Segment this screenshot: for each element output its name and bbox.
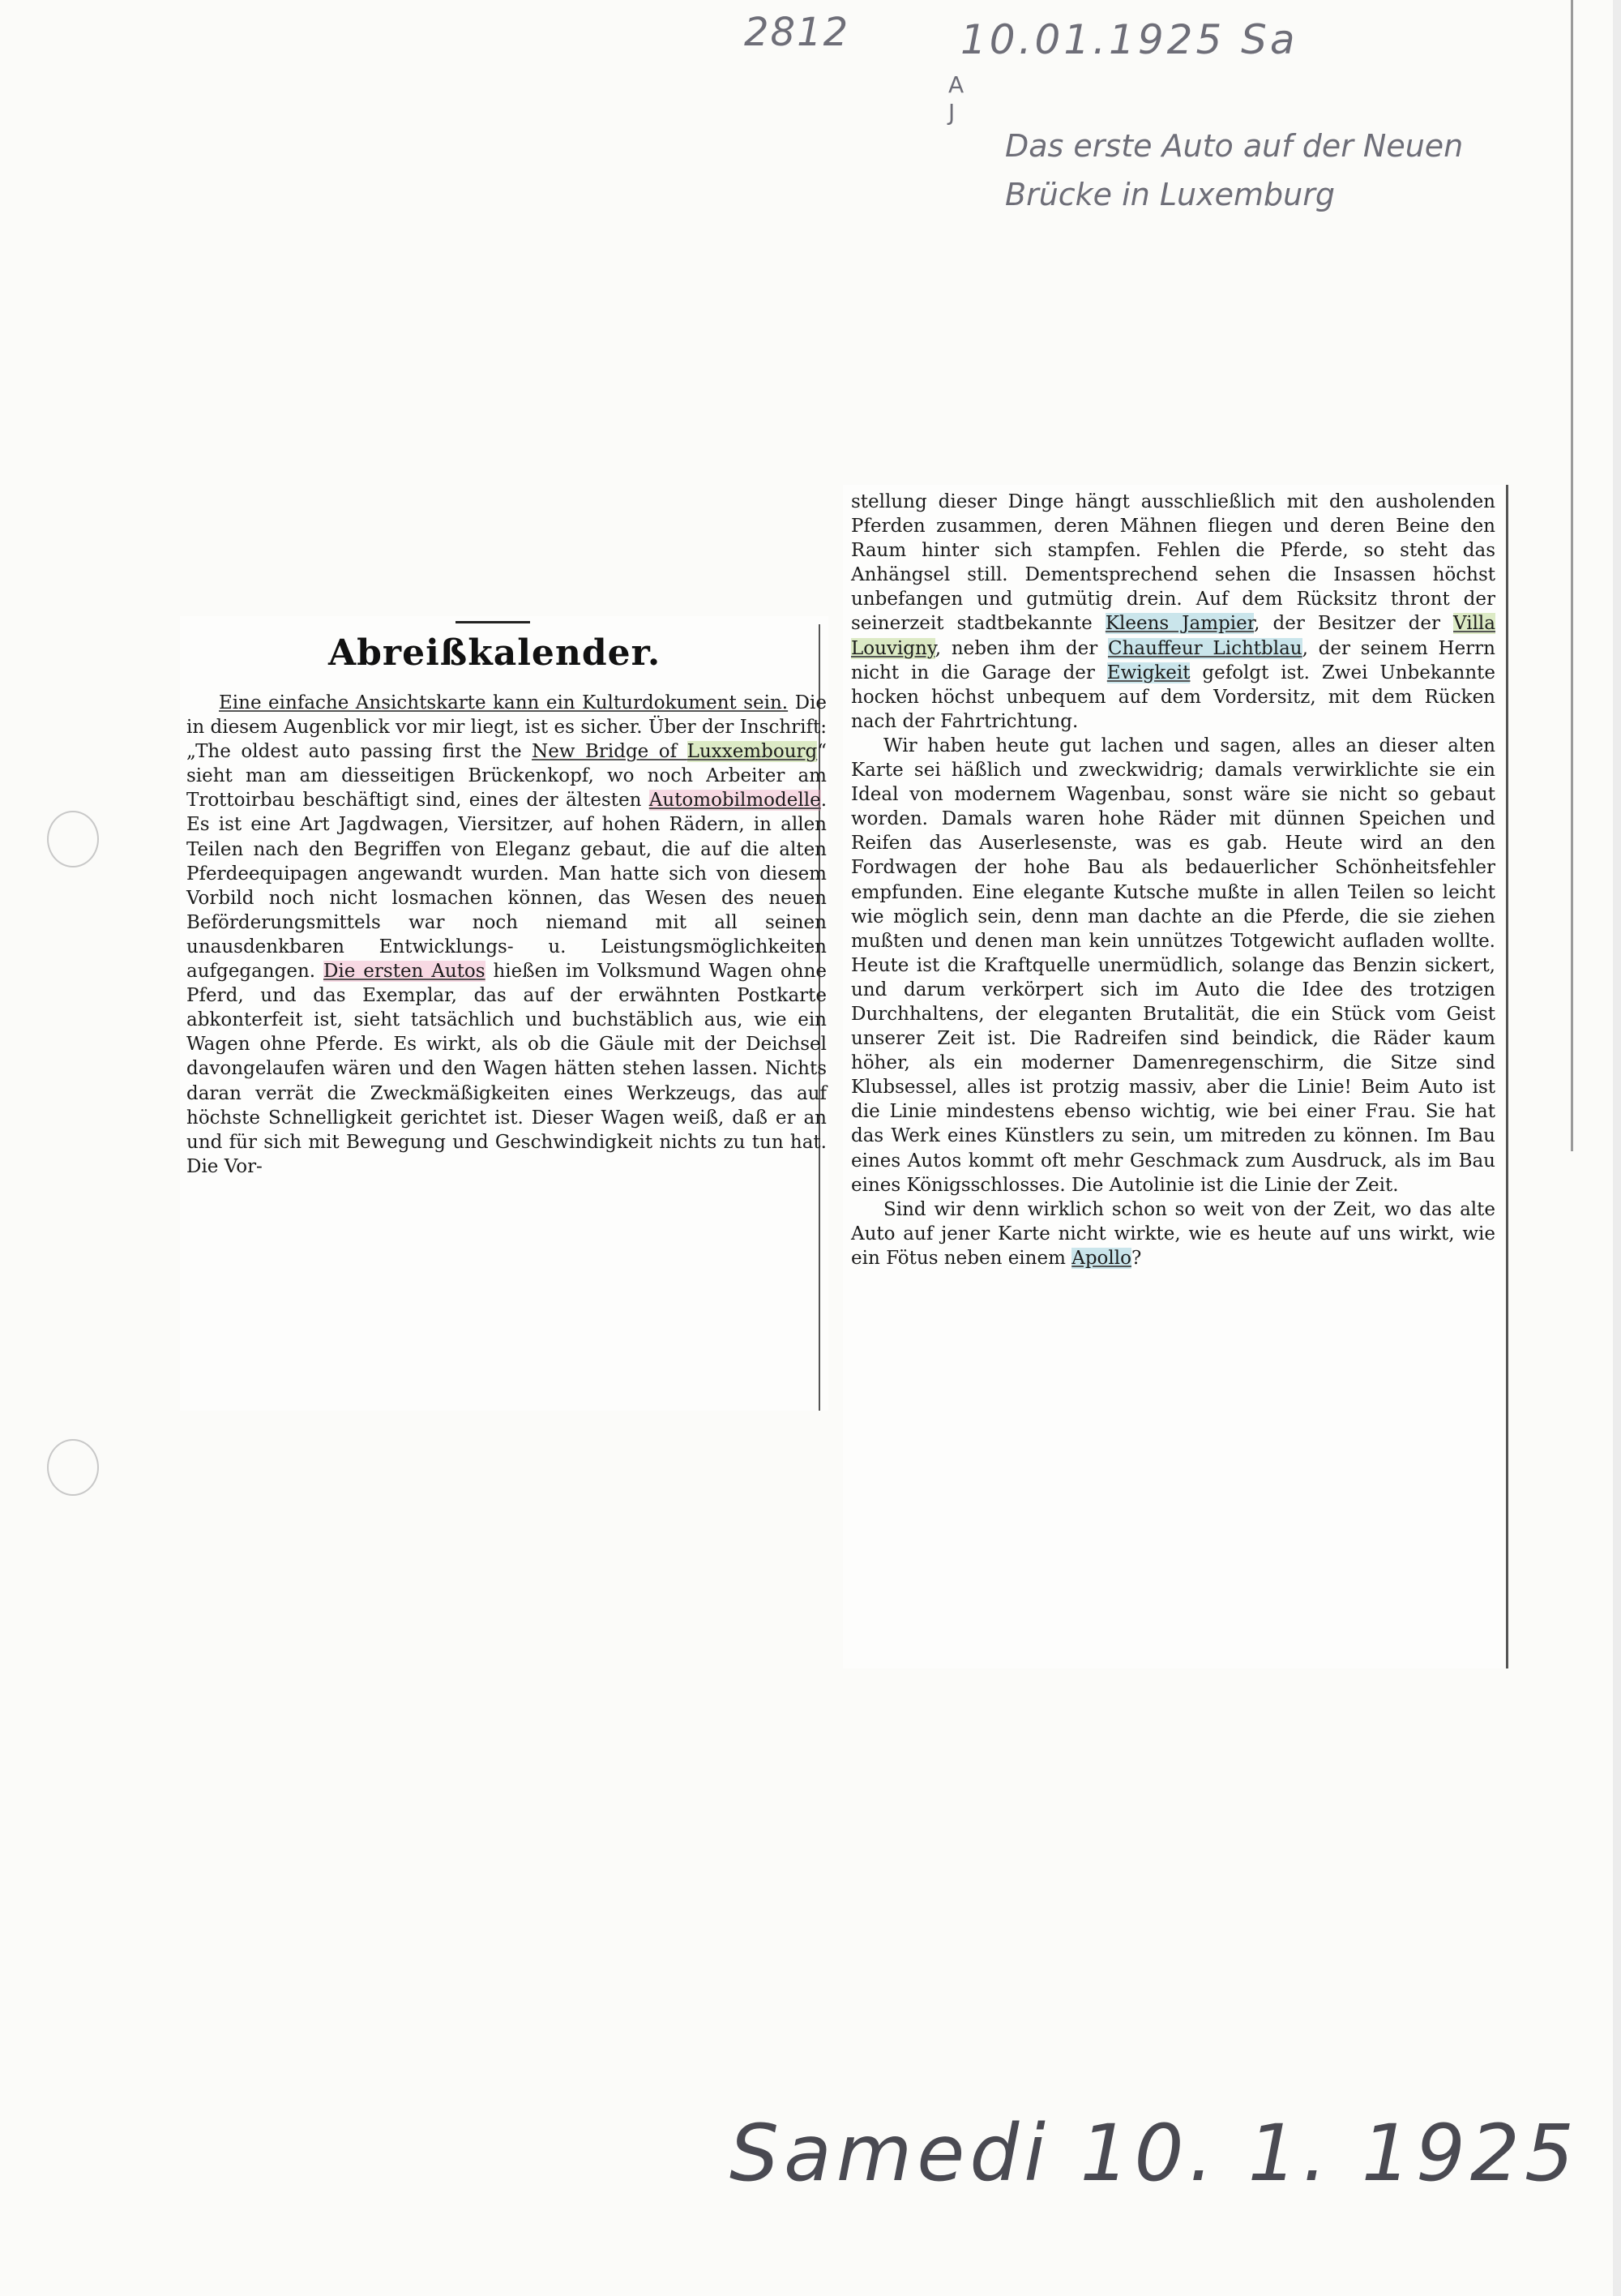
paragraph (851, 1197, 1495, 1270)
text-run: , neben ihm der (935, 637, 1108, 659)
highlight-ewigkeit: Ewigkeit (1106, 662, 1191, 683)
text-underlined: New Bridge of (532, 741, 687, 763)
bottom-date-annotation: Samedi 10. 1. 1925 (729, 2108, 1580, 2199)
headline-rule (456, 621, 530, 623)
archive-number: 2812 (744, 10, 850, 55)
text-run: Sind wir denn wirklich schon so weit von der Zeit, wo das alte Auto auf jener Karte nicht wirkte, wie es heute auf uns wirkt, wie ein Fötus neben einem (851, 1198, 1495, 1269)
text-run: . Es ist eine Art Jagdwagen, Viersitzer, auf hohen Rädern, in allen Teilen nach den Begriffen von Eleganz gebaut, die auf die alten Pferdeequipagen angewandt wurden. Man hatte sich von diesem Vorbild noch nicht losmachen können, das Wesen des neuen Beförderungsmittels war noch niemand mit all seinen unausdenkbaren Entwicklungs- u. Leistungsmöglichkeiten aufgegangen. (186, 790, 827, 983)
description-line-2: Brücke in Luxemburg (1005, 177, 1335, 212)
highlight-automobilmodelle: Automobilmodelle (648, 790, 821, 812)
text-run: ? (1131, 1247, 1142, 1269)
highlight-chauffeur: Chauffeur Lichtblau (1107, 637, 1302, 659)
highlight-villa-louvigny: Villa Louvigny (851, 613, 1496, 659)
article-column-left (186, 691, 827, 1179)
highlight-apollo: Apollo (1071, 1247, 1131, 1269)
article-headline: Abreißkalender. (328, 632, 661, 674)
text-run: , der Besitzer der (1254, 613, 1454, 635)
paragraph: Wir haben heute gut lachen und sagen, alles an dieser alten Karte sei häßlich und zweckwidrig; damals verwirklichte sie ein Ideal von modernem Wagenbau, sonst wäre sie nicht so gebaut worden. Damals waren hohe Räder mit dünnen Speichen und Reifen das Auserlesenste, was es gab. Heute wird an den Fordwagen der hohe Bau als bedauerlicher Schönheitsfehler empfunden. Eine elegante Kutsche mußte in allen Teilen so leicht wie möglich sein, denn man dachte an die Pferde, die sie ziehen mußten und denen man kein unnützes Totgewicht aufladen wollte. Heute ist die Kraftquelle unermüdlich, solange das Benzin sickert, und darum verkörpert sich im Auto die Idee des trotzigen Durchhaltens, der eleganten Brutalität, die ein Stück vom Geist unserer Zeit ist. Die Radreifen sind beindick, die Räder kaum höher, als ein moderner Damenregenschirm, die Sitze sind Klubsessel, alles ist protzig massiv, aber die Linie! Beim Auto ist die Linie mindestens ebenso wichtig, wie bei einer Frau. Sie hat das Werk eines Künstlers zu sein, um mitreden zu können. Im Bau eines Autos kommt oft mehr Geschmack zum Ausdruck, als im Bau eines Königsschlosses. Die Autolinie ist die Linie der Zeit. (851, 735, 1495, 1196)
margin-mark-j: J (948, 99, 956, 126)
text-run: , der seinem Herrn nicht in die Garage der (851, 637, 1495, 683)
article-column-right (851, 490, 1495, 1270)
paper-edge-shadow (1613, 0, 1621, 2296)
highlight-kleens-jampier: Kleens Jampier (1105, 613, 1255, 635)
description-annotation (1005, 122, 1463, 219)
text-run: hießen im Volksmund Wagen ohne Pferd, und das Exemplar, das auf der erwähnten Postkarte abkonterfeit ist, sieht tatsächlich und buchstäblich aus, wie ein Wagen ohne Pferde. Es wirkt, als ob die Gäule mit der Deichsel davongelaufen wären und den Wagen hätten stehen lassen. Nichts daran verrät die Zweckmäßigkeiten eines Werkzeugs, das auf höchste Schnelligkeit gerichtet ist. Dieser Wagen weiß, daß er an und für sich mit Bewegung und Geschwindigkeit nichts zu tun hat. Die Vor- (186, 961, 828, 1177)
highlight-erste-autos: Die ersten Autos (323, 961, 485, 983)
punch-hole-icon (47, 1439, 99, 1496)
text-run: Die in diesem Augenblick vor mir liegt, ist es sicher. Über der Inschrift: „The oldest auto passing first the (186, 692, 827, 763)
paper-edge-line (1571, 0, 1573, 1151)
margin-marks (948, 71, 964, 126)
text-underlined: Eine einfache Ansichtskarte kann ein Kulturdokument sein. (219, 692, 789, 713)
text-run: “ sieht man am diesseitigen Brückenkopf, wo noch Arbeiter am Trottoirbau beschäftigt sind, eines der ältesten (186, 741, 827, 812)
paragraph (186, 691, 827, 1179)
text-run: gefolgt ist. Zwei Unbekannte hocken höchst unbequem auf dem Vordersitz, mit dem Rücken nach der Fahrtrichtung. (851, 662, 1495, 732)
highlight-luxembourg: Luxxembourg (686, 741, 818, 763)
text-run: stellung dieser Dinge hängt ausschließlich mit den ausholenden Pferden zusammen, deren Mähnen fliegen und deren Beine den Raum hinter sich stampfen. Fehlen die Pferde, so steht das Anhängsel still. Dementsprechend sehen die Insassen höchst unbefangen und gutmütig drein. Auf dem Rücksitz thront der seinerzeit stadtbekannte (851, 491, 1495, 635)
date-annotation: 10.01.1925 Sa (960, 16, 1298, 63)
clipping-right-edge (1506, 485, 1508, 1668)
description-line-1: Das erste Auto auf der Neuen (1005, 128, 1464, 164)
margin-mark-a: A (948, 71, 964, 98)
punch-hole-icon (47, 811, 99, 867)
paragraph (851, 490, 1495, 734)
